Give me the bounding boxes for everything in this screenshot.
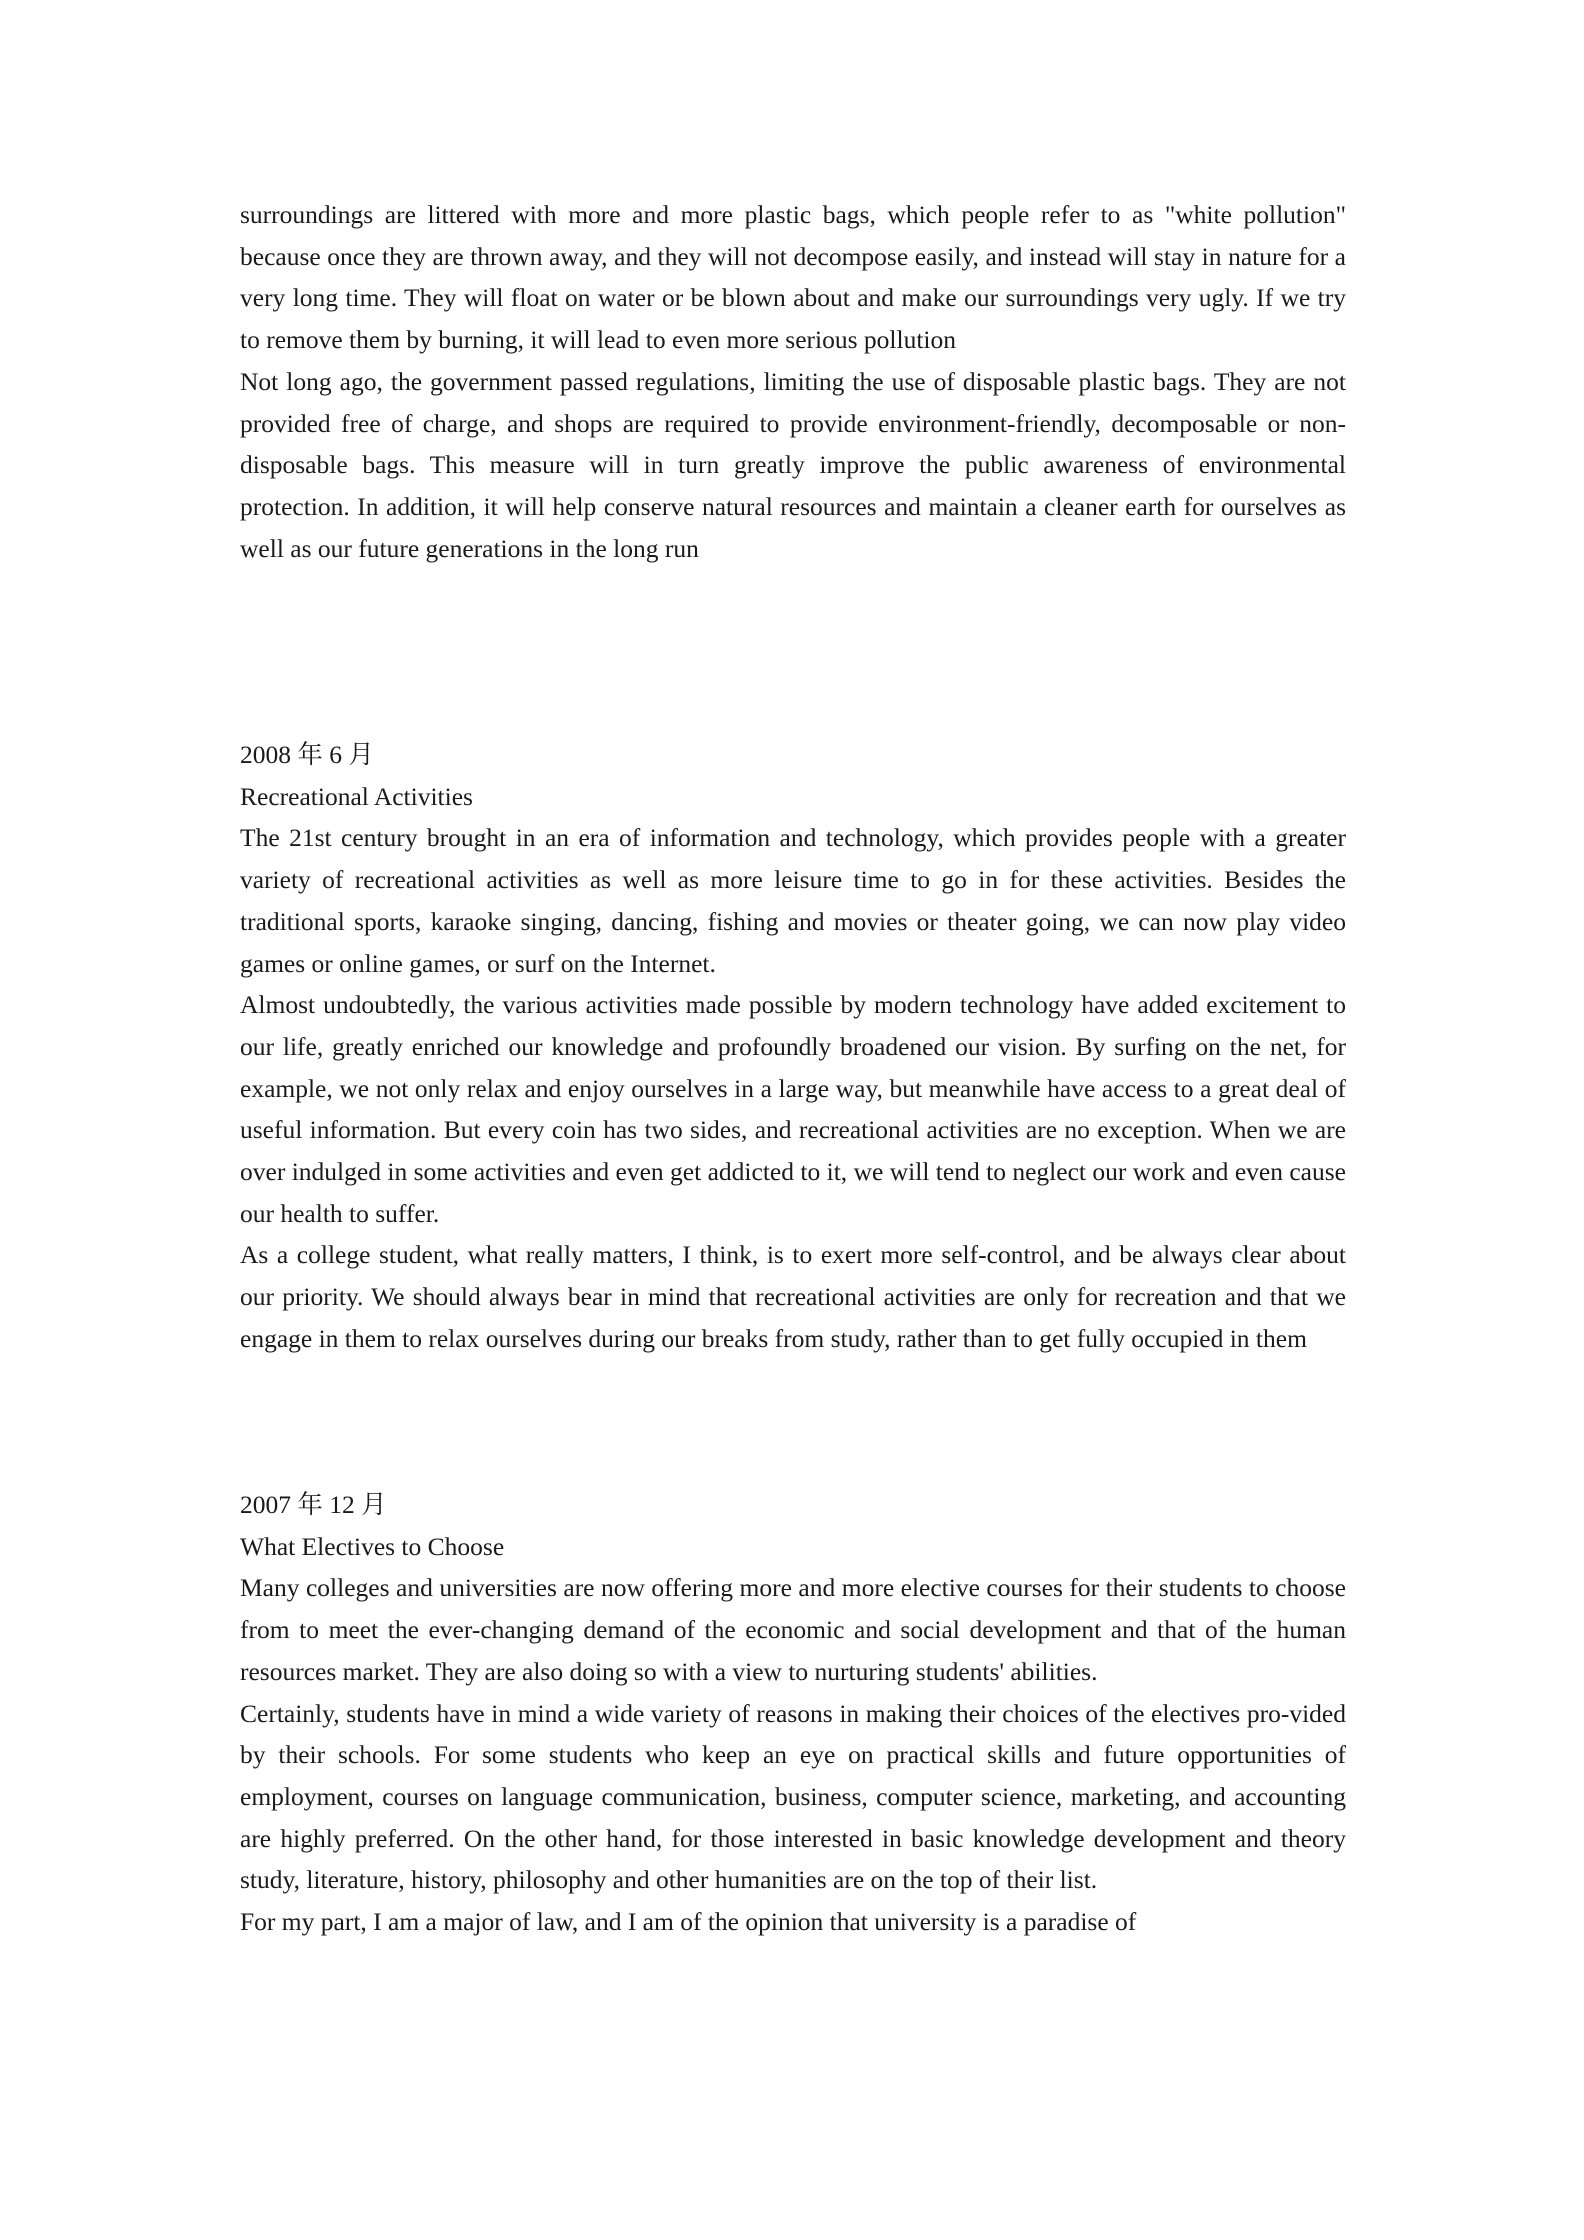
paragraph: For my part, I am a major of law, and I am of the opinion that university is a paradise of [240, 1907, 1137, 1937]
paragraph: The 21st century brought in an era of information and technology, which provides people with a greater variety of recreational activities as well as more leisure time to go in for these activities. Besides the traditional sports, karaoke singing, dancing, fishing and movies or theater going, we can now play video games or online games, or surf on the Internet. [240, 823, 1346, 978]
paragraph: Almost undoubtedly, the various activities made possible by modern technology have added excitement to our life, greatly enriched our knowledge and profoundly broadened our vision. By surfing on the net, for example, we not only relax and enjoy ourselves in a large way, but meanwhile have access to a great deal of useful information. But every coin has two sides, and recreational activities are no exception. When we are over indulged in some activities and even get addicted to it, we will tend to neglect our work and even cause our health to suffer. [240, 990, 1346, 1228]
paragraph: Certainly, students have in mind a wide variety of reasons in making their choices of the electives pro-vided by their schools. For some students who keep an eye on practical skills and future opportunities of employment, courses on language communication, business, computer science, marketing, and accounting are highly preferred. On the other hand, for those interested in basic knowledge development and theory study, literature, history, philosophy and other humanities are on the top of their list. [240, 1698, 1346, 1895]
section-date: 2007 年 12 月 [240, 1490, 387, 1519]
paragraph: As a college student, what really matters, I think, is to exert more self-control, and be always clear about our priority. We should always bear in mind that recreational activities are only for recreation and that we engage in them to relax ourselves during our breaks from study, rather than to get fully occupied in them [240, 1240, 1346, 1353]
section-title: Recreational Activities [240, 781, 473, 811]
paragraph: Many colleges and universities are now offering more and more elective courses for their students to choose from to meet the ever-changing demand of the economic and social development and that of the human resources market. They are also doing so with a view to nurturing students' abilities. [240, 1573, 1346, 1686]
section-electives [240, 1484, 1346, 1943]
section-recreational-activities [240, 734, 1346, 1360]
section-white-pollution [240, 194, 1346, 569]
section-title: What Electives to Choose [240, 1531, 505, 1561]
section-date: 2008 年 6 月 [240, 740, 374, 769]
paragraph: Not long ago, the government passed regulations, limiting the use of disposable plastic bags. They are not provided free of charge, and shops are required to provide environment-friendly, decomposable or non-disposable bags. This measure will in turn greatly improve the public awareness of environmental protection. In addition, it will help conserve natural resources and maintain a cleaner earth for ourselves as well as our future generations in the long run [240, 366, 1346, 563]
paragraph: surroundings are littered with more and more plastic bags, which people refer to as "white pollution" because once they are thrown away, and they will not decompose easily, and instead will stay in nature for a very long time. They will float on water or be blown about and make our surroundings very ugly. If we try to remove them by burning, it will lead to even more serious pollution [240, 200, 1346, 355]
